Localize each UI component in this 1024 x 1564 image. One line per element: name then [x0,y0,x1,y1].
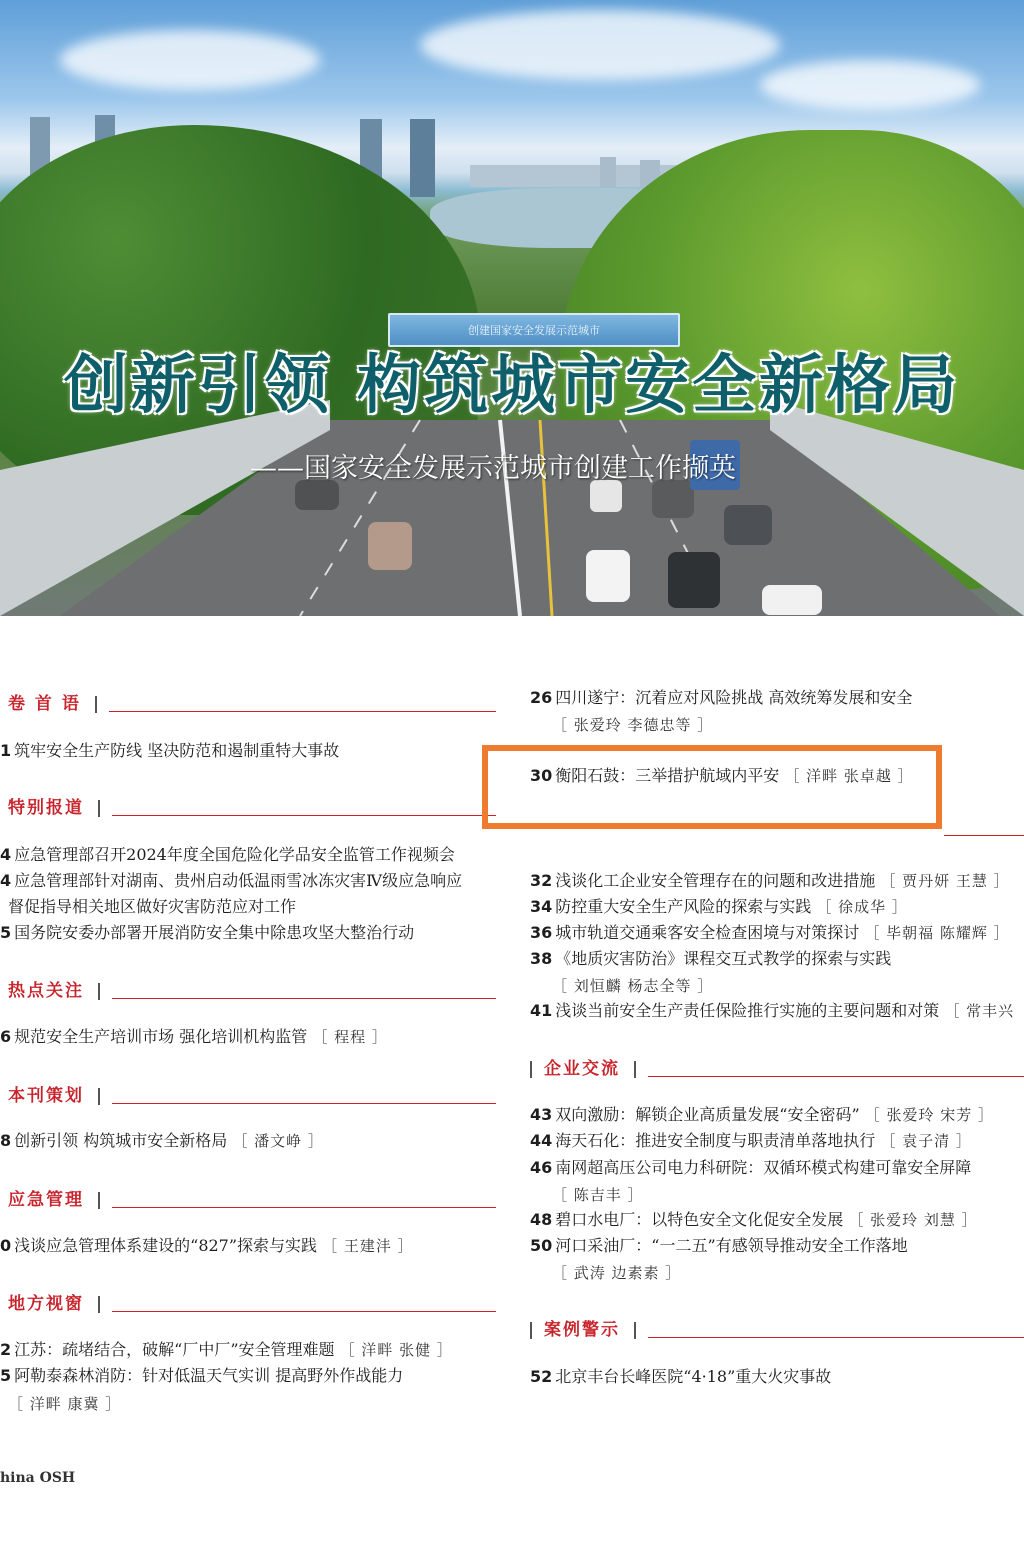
section-divider [95,696,97,713]
section-header [530,1314,1024,1340]
page-number: 30 [530,766,553,785]
section-divider [634,1061,636,1078]
entry-author: ［ 张爱玲 刘慧 ］ [848,1211,978,1229]
section-rule [112,998,496,999]
entry-title: 碧口水电厂：以特色安全文化促安全发展 [555,1210,844,1229]
toc-entry[interactable] [530,949,891,969]
page-number: 44 [530,1131,553,1150]
obscured-entry: ———————————————— [530,740,770,750]
entry-author: ［ 袁子清 ］ [880,1132,972,1150]
page-number: 34 [530,897,553,916]
entry-title: 河口采油厂：“一二五”有感领导推动安全工作落地 [555,1236,908,1255]
entry-title: 规范安全生产培训市场 强化培训机构监管 [14,1027,308,1046]
entry-title: 浅谈化工企业安全管理存在的问题和改进措施 [555,871,876,890]
section-header [8,688,496,714]
section-header [8,1184,496,1210]
section-title: 本刊策划 [8,1086,84,1106]
page-number: 32 [530,871,553,890]
entry-title: 防控重大安全生产风险的探索与实践 [555,897,812,916]
page-number: 48 [530,1210,553,1229]
section-header-obscured [944,812,1024,838]
entry-title: 创新引领 构筑城市安全新格局 [14,1131,228,1150]
section-divider [98,800,100,817]
journal-footer: hina OSH [0,1470,76,1486]
page-number: 43 [530,1105,553,1124]
entry-author: ［ 洋畔 康冀 ］ [8,1395,122,1413]
section-rule [944,835,1024,836]
toc-entry[interactable] [0,1027,388,1047]
entry-author: ［ 洋畔 张健 ］ [339,1341,453,1359]
cover-subheadline: ——国家安全发展示范城市创建工作撷英 [250,453,736,484]
toc-entry[interactable] [0,741,339,761]
entry-title: 浅谈当前安全生产责任保险推行实施的主要问题和对策 [555,1001,940,1020]
page-number: 6 [0,1027,12,1046]
page-number: 2 [0,1340,12,1359]
page-number: 36 [530,923,553,942]
entry-title: 江苏：疏堵结合，破解“厂中厂”安全管理难题 [14,1340,335,1359]
toc-entry[interactable] [0,845,455,865]
section-divider [634,1322,636,1339]
toc-entry[interactable] [530,871,1010,891]
section-divider [98,1296,100,1313]
section-rule [648,1337,1024,1338]
entry-title: 《地质灾害防治》课程交互式教学的探索与实践 [555,949,892,968]
entry-title: 国务院安委办部署开展消防安全集中除患攻坚大整治行动 [14,923,415,942]
toc-entry[interactable] [530,897,908,917]
gate-sign-text: 创建国家安全发展示范城市 [468,324,600,337]
section-rule [648,1076,1024,1077]
toc-entry[interactable] [530,1001,1024,1021]
section-divider [98,1192,100,1209]
entry-author: ［ 张爱玲 李德忠等 ］ [552,716,714,734]
page-number: 26 [530,688,553,707]
entry-author: ［ 潘文峥 ］ [232,1132,324,1150]
cover-headline: 创新引领 构筑城市安全新格局 [63,348,961,423]
section-header [8,1080,496,1106]
toc-entry[interactable] [530,1367,831,1387]
entry-title: 双向激励：解锁企业高质量发展“安全密码” [555,1105,860,1124]
entry-author: ［ 徐成华 ］ [816,898,908,916]
section-rule [109,711,496,712]
entry-author: ［ 程程 ］ [312,1028,388,1046]
section-rule [112,815,496,816]
section-rule [112,1103,496,1104]
page-number: 1 [0,741,12,760]
entry-title: 应急管理部针对湖南、贵州启动低温雨雪冰冻灾害Ⅳ级应急响应 [14,871,463,890]
toc-entry[interactable] [530,688,912,708]
page-number: 4 [0,871,12,890]
entry-author: ［ 洋畔 张卓越 ］ [784,767,914,785]
toc-entry[interactable] [530,1236,908,1256]
section-title: 企业交流 [544,1059,620,1079]
section-title: 应急管理 [8,1190,84,1210]
section-divider [530,1322,532,1339]
entry-author: ［ 常丰兴 [944,1002,1015,1020]
section-header [8,792,496,818]
entry-author: ［ 王建沣 ］ [322,1237,414,1255]
entry-title: 督促指导相关地区做好灾害防范应对工作 [8,897,297,916]
entry-title: 应急管理部召开2024年度全国危险化学品安全监管工作视频会 [14,845,455,864]
entry-title: 浅谈应急管理体系建设的“827”探索与实践 [14,1236,318,1255]
page-number: 0 [0,1236,12,1255]
section-title: 热点关注 [8,981,84,1001]
section-divider [98,1088,100,1105]
toc-entry[interactable] [0,1236,414,1256]
toc-entry[interactable] [0,1340,453,1360]
entry-title: 北京丰台长峰医院“4·18”重大火灾事故 [555,1367,832,1386]
toc-entry[interactable] [530,1210,978,1230]
entry-author: ［ 毕朝福 陈耀辉 ］ [864,924,1010,942]
section-title: 卷 首 语 [8,694,81,714]
section-title: 案例警示 [544,1320,620,1340]
entry-title: 南网超高压公司电力科研院：双循环模式构建可靠安全屏障 [555,1158,972,1177]
entry-title: 阿勒泰森林消防：针对低温天气实训 提高野外作战能力 [14,1366,404,1385]
entry-title: 四川遂宁：沉着应对风险挑战 高效统筹发展和安全 [555,688,913,707]
toc-entry[interactable] [0,1366,403,1386]
page-number: 50 [530,1236,553,1255]
section-header [530,1053,1024,1079]
page-number: 38 [530,949,553,968]
section-header [8,975,496,1001]
entry-author: ［ 刘恒麟 杨志全等 ］ [552,977,714,995]
section-divider [530,1061,532,1078]
entry-title: 筑牢安全生产防线 坚决防范和遏制重特大事故 [14,741,340,760]
entry-title: 海天石化：推进安全制度与职责清单落地执行 [555,1131,876,1150]
cover-banner-photo [0,0,1024,616]
toc-entry[interactable] [0,923,414,943]
entry-title: 城市轨道交通乘客安全检查困境与对策探讨 [555,923,860,942]
section-title: 特别报道 [8,798,84,818]
toc-entry[interactable] [0,1131,324,1151]
toc-entry[interactable] [530,1105,994,1125]
toc-entry[interactable] [530,1131,972,1151]
toc-entry[interactable] [530,1158,971,1178]
toc-entry[interactable] [530,923,1010,943]
page-number: 8 [0,1131,12,1150]
highway-illustration [0,0,1024,616]
section-header [8,1288,496,1314]
page-number: 41 [530,1001,553,1020]
page-number: 52 [530,1367,553,1386]
page-number: 5 [0,1366,12,1385]
section-rule [112,1207,496,1208]
page-number: 4 [0,845,12,864]
entry-author: ［ 武涛 边素素 ］ [552,1264,682,1282]
highlight-box [482,745,942,829]
entry-author: ［ 贾丹妍 王慧 ］ [880,872,1010,890]
entry-author: ［ 陈吉丰 ］ [552,1186,644,1204]
toc-entry-continued [8,897,296,917]
section-divider [98,983,100,1000]
page-number: 5 [0,923,12,942]
toc-entry[interactable] [0,871,462,891]
section-rule [112,1311,496,1312]
section-title: 地方视窗 [8,1294,84,1314]
entry-author: ［ 张爱玲 宋芳 ］ [864,1106,995,1124]
entry-title: 衡阳石鼓：三举措护航域内平安 [555,766,780,785]
page-number: 46 [530,1158,553,1177]
